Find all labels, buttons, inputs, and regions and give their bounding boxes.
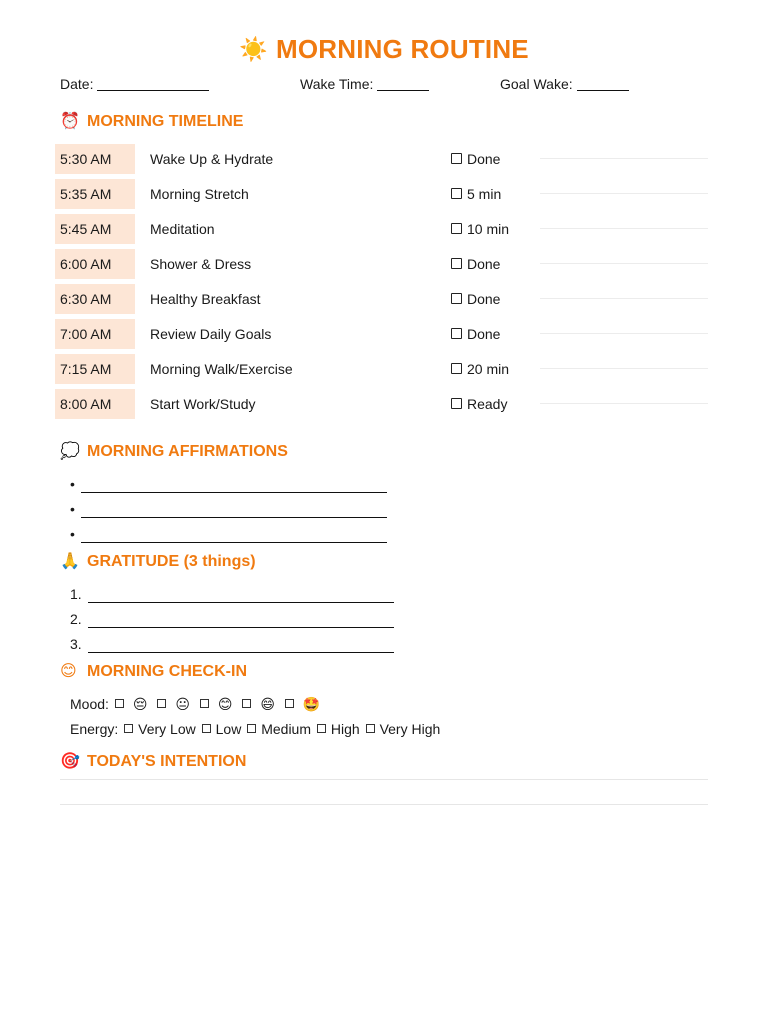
timeline-status: Ready — [467, 396, 508, 412]
timeline-status: 10 min — [467, 221, 510, 237]
timeline-checkbox[interactable] — [451, 319, 500, 349]
timeline-checkbox[interactable] — [451, 389, 507, 419]
mood-row — [70, 696, 324, 713]
checkbox-icon[interactable] — [451, 153, 462, 164]
affirmation-line[interactable] — [70, 476, 387, 493]
checkbox-icon[interactable] — [451, 258, 462, 269]
timeline-checkbox[interactable] — [451, 354, 509, 384]
checkbox-icon[interactable] — [451, 293, 462, 304]
date-field[interactable] — [60, 76, 209, 92]
goal-wake-label: Goal Wake: — [500, 76, 573, 92]
timeline-time: 6:00 AM — [55, 249, 135, 279]
bullet: • — [70, 501, 75, 517]
gratitude-blank[interactable] — [88, 613, 394, 628]
mood-checkbox[interactable] — [200, 699, 209, 708]
timeline-status: Done — [467, 151, 501, 167]
gratitude-line[interactable] — [70, 586, 394, 603]
gratitude-blank[interactable] — [88, 588, 394, 603]
notes-line[interactable] — [540, 403, 708, 404]
timeline-row — [0, 214, 768, 244]
timeline-time: 5:45 AM — [55, 214, 135, 244]
goal-wake-blank[interactable] — [577, 76, 629, 91]
checkbox-icon[interactable] — [451, 223, 462, 234]
mood-checkbox[interactable] — [285, 699, 294, 708]
timeline-checkbox[interactable] — [451, 179, 501, 209]
sad-face-icon: 😔 — [132, 696, 148, 712]
section-timeline-heading — [60, 111, 243, 131]
energy-option: Very High — [379, 721, 441, 737]
mood-checkbox[interactable] — [157, 699, 166, 708]
section-intention-heading — [60, 751, 246, 771]
section-timeline-title: MORNING TIMELINE — [87, 113, 244, 130]
energy-checkbox[interactable] — [124, 724, 133, 733]
timeline-status: 20 min — [467, 361, 510, 377]
timeline-time: 7:00 AM — [55, 319, 135, 349]
notes-line[interactable] — [540, 368, 708, 369]
alarm-clock-icon: ⏰ — [60, 113, 80, 130]
timeline-status: 5 min — [467, 186, 502, 202]
page-title — [0, 34, 768, 65]
notes-line[interactable] — [540, 263, 708, 264]
timeline-activity: Meditation — [150, 221, 215, 237]
notes-line[interactable] — [540, 158, 708, 159]
energy-option: Medium — [261, 721, 311, 737]
timeline-time: 6:30 AM — [55, 284, 135, 314]
goal-wake-field[interactable] — [500, 76, 629, 92]
gratitude-number: 2. — [70, 611, 82, 627]
energy-checkbox[interactable] — [317, 724, 326, 733]
bullet: • — [70, 526, 75, 542]
affirmation-line[interactable] — [70, 526, 387, 543]
checkbox-icon[interactable] — [451, 188, 462, 199]
timeline-row — [0, 284, 768, 314]
mood-label: Mood: — [70, 696, 109, 712]
timeline-status: Done — [467, 256, 501, 272]
section-checkin-title: MORNING CHECK-IN — [87, 663, 247, 680]
section-affirmations-title: MORNING AFFIRMATIONS — [87, 443, 288, 460]
praying-hands-icon: 🙏 — [60, 553, 80, 570]
intention-line[interactable] — [60, 779, 708, 780]
timeline-status: Done — [467, 291, 501, 307]
intention-line[interactable] — [60, 804, 708, 805]
timeline-checkbox[interactable] — [451, 249, 500, 279]
gratitude-number: 3. — [70, 636, 82, 652]
title-text: MORNING ROUTINE — [275, 34, 529, 64]
timeline-row — [0, 319, 768, 349]
timeline-status: Done — [467, 326, 501, 342]
timeline-time: 7:15 AM — [55, 354, 135, 384]
energy-row — [70, 721, 440, 737]
gratitude-blank[interactable] — [88, 638, 394, 653]
affirmation-blank[interactable] — [81, 503, 387, 518]
section-checkin-heading — [60, 661, 247, 681]
wake-time-field[interactable] — [300, 76, 429, 92]
gratitude-line[interactable] — [70, 611, 394, 628]
wake-time-blank[interactable] — [377, 76, 429, 91]
timeline-row — [0, 354, 768, 384]
smiling-face-icon: 😊 — [217, 696, 233, 712]
date-label: Date: — [60, 76, 94, 92]
section-gratitude-title: GRATITUDE (3 things) — [87, 553, 256, 570]
timeline-time: 5:30 AM — [55, 144, 135, 174]
section-intention-title: TODAY'S INTENTION — [87, 753, 247, 770]
timeline-checkbox[interactable] — [451, 144, 500, 174]
sun-icon: ☀️ — [239, 36, 268, 62]
energy-option: Low — [215, 721, 242, 737]
affirmation-blank[interactable] — [81, 528, 387, 543]
wake-time-label: Wake Time: — [300, 76, 374, 92]
mood-checkbox[interactable] — [242, 699, 251, 708]
energy-label: Energy: — [70, 721, 119, 737]
mood-checkbox[interactable] — [115, 699, 124, 708]
energy-checkbox[interactable] — [202, 724, 211, 733]
affirmation-line[interactable] — [70, 501, 387, 518]
timeline-row — [0, 249, 768, 279]
thought-bubble-icon: 💭 — [60, 443, 80, 460]
checkbox-icon[interactable] — [451, 398, 462, 409]
grinning-face-icon: 😄 — [260, 696, 275, 712]
timeline-activity: Shower & Dress — [150, 256, 252, 272]
affirmation-blank[interactable] — [81, 478, 387, 493]
checkbox-icon[interactable] — [451, 328, 462, 339]
timeline-row — [0, 389, 768, 419]
energy-checkbox[interactable] — [366, 724, 375, 733]
date-blank[interactable] — [97, 76, 209, 91]
timeline-checkbox[interactable] — [451, 284, 500, 314]
timeline-checkbox[interactable] — [451, 214, 509, 244]
timeline-activity: Healthy Breakfast — [150, 291, 261, 307]
bullet: • — [70, 476, 75, 492]
gratitude-line[interactable] — [70, 636, 394, 653]
section-gratitude-heading — [60, 551, 256, 571]
energy-checkbox[interactable] — [247, 724, 256, 733]
timeline-activity: Morning Stretch — [150, 186, 249, 202]
smiling-face-icon: 😊 — [60, 663, 77, 680]
timeline-activity: Wake Up & Hydrate — [150, 151, 274, 167]
energy-option: Very Low — [138, 721, 196, 737]
notes-line[interactable] — [540, 228, 708, 229]
timeline-activity: Morning Walk/Exercise — [150, 361, 293, 377]
notes-line[interactable] — [540, 333, 708, 334]
target-icon: 🎯 — [60, 753, 80, 770]
gratitude-number: 1. — [70, 586, 82, 602]
notes-line[interactable] — [540, 193, 708, 194]
timeline-row — [0, 179, 768, 209]
energy-option: High — [330, 721, 360, 737]
checkbox-icon[interactable] — [451, 363, 462, 374]
star-struck-face-icon: 🤩 — [302, 696, 321, 712]
timeline-activity: Review Daily Goals — [150, 326, 272, 342]
timeline-time: 8:00 AM — [55, 389, 135, 419]
neutral-face-icon: 😐 — [175, 696, 190, 712]
section-affirmations-heading — [60, 441, 288, 461]
notes-line[interactable] — [540, 298, 708, 299]
timeline-time: 5:35 AM — [55, 179, 135, 209]
timeline-activity: Start Work/Study — [150, 396, 256, 412]
timeline-row — [0, 144, 768, 174]
